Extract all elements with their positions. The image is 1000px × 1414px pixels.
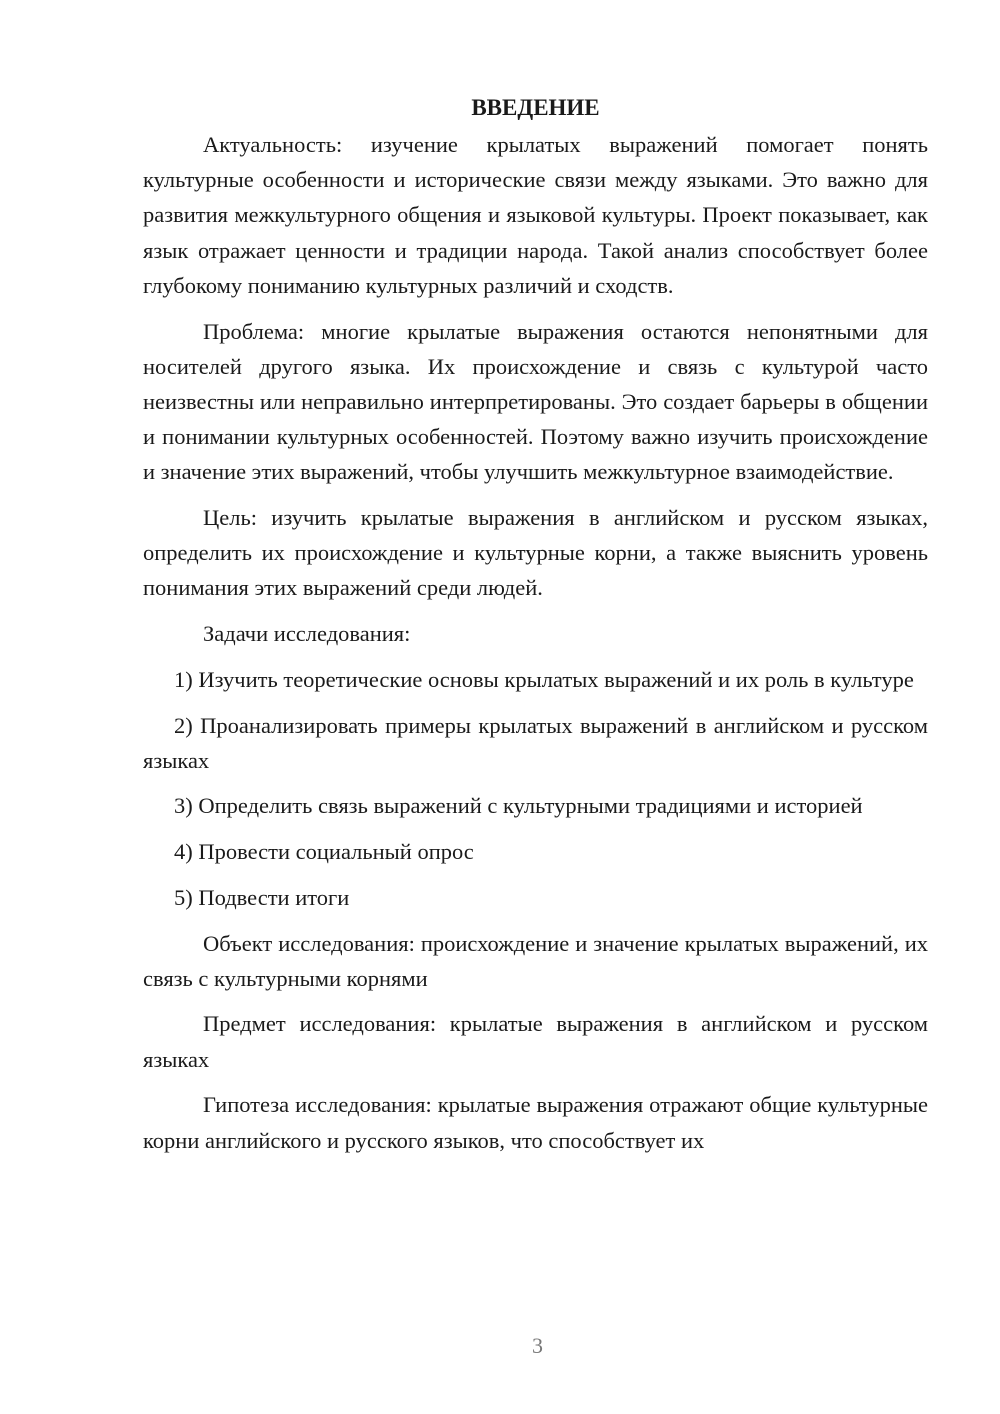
section-title: ВВЕДЕНИЕ bbox=[471, 95, 600, 120]
tasks-heading: Задачи исследования: bbox=[203, 621, 411, 647]
task-item-1: 1) Изучить теоретические основы крылатых выражений и их роль в культуре bbox=[174, 666, 914, 692]
goal-paragraph: Цель: изучить крылатые выражения в английском и русском языках, определить их происхождение и культурные корни, а также выяснить уровень понимания этих выражений среди людей. bbox=[143, 505, 928, 601]
problem-paragraph: Проблема: многие крылатые выражения остаются непонятными для носителей другого языка. Их происхождение и связь с культурой часто неизвестны или неправильно интерпретированы. Это создает барьеры в общении и понимании культурных особенностей. Поэтому важно изучить происхождение и значение этих выражений, чтобы улучшить межкультурное взаимодействие. bbox=[143, 318, 928, 485]
hypothesis-paragraph: Гипотеза исследования: крылатые выражения отражают общие культурные корни английского и русского языков, что способствует их bbox=[143, 1092, 928, 1153]
task-item-3: 3) Определить связь выражений с культурными традициями и историей bbox=[174, 793, 863, 819]
task-item-2: 2) Проанализировать примеры крылатых выражений в английском и русском языках bbox=[143, 712, 928, 773]
document-page bbox=[143, 88, 928, 1168]
subject-paragraph: Предмет исследования: крылатые выражения в английском и русском языках bbox=[143, 1011, 928, 1072]
page-number: 3 bbox=[532, 1333, 543, 1358]
task-item-4: 4) Провести социальный опрос bbox=[174, 839, 474, 865]
task-item-5: 5) Подвести итоги bbox=[174, 884, 350, 910]
object-paragraph: Объект исследования: происхождение и значение крылатых выражений, их связь с культурными корнями bbox=[143, 930, 928, 991]
relevance-paragraph: Актуальность: изучение крылатых выражений помогает понять культурные особенности и исторические связи между языками. Это важно для развития межкультурного общения и языковой культуры. Проект показывает, как язык отражает ценности и традиции народа. Такой анализ способствует более глубокому пониманию культурных различий и сходств. bbox=[143, 132, 928, 298]
